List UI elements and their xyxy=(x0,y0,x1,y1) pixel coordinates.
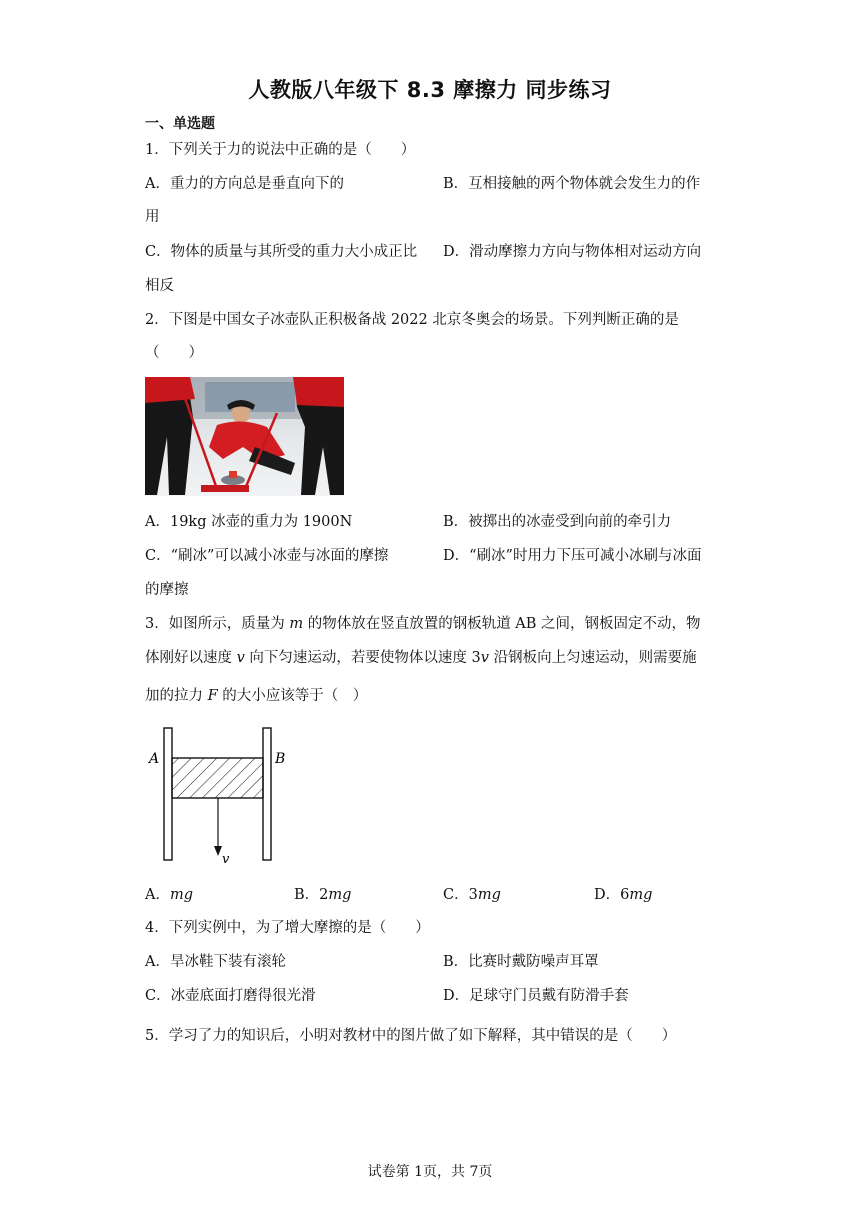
q2-option-a: A．19kg 冰壶的重力为 1900N xyxy=(145,514,353,530)
q2-option-c: C．“刷冰”可以减小冰壶与冰面的摩擦 xyxy=(145,548,389,564)
q3-stem-line1: 3．如图所示，质量为 m 的物体放在竖直放置的钢板轨道 AB 之间，钢板固定不动，物 xyxy=(145,616,701,632)
page-title: 人教版八年级下 8.3 摩擦力 同步练习 xyxy=(248,78,612,102)
label-a: A xyxy=(149,751,160,767)
q1-option-b: B．互相接触的两个物体就会发生力的作 xyxy=(443,176,701,192)
label-b: B xyxy=(275,751,286,767)
q3-stem-line3: 加的拉力 F 的大小应该等于（ ） xyxy=(145,688,368,704)
section-heading: 一、单选题 xyxy=(145,116,215,132)
block xyxy=(172,758,263,798)
q3-option-d: D．6mg xyxy=(594,887,653,903)
q3-option-a: A．mg xyxy=(145,887,194,903)
q5-stem: 5．学习了力的知识后，小明对教材中的图片做了如下解释，其中错误的是（ ） xyxy=(145,1028,677,1044)
q1-option-b-cont: 用 xyxy=(145,209,160,225)
q2-option-b: B．被掷出的冰壶受到向前的牵引力 xyxy=(443,514,672,530)
q3-option-c: C．3mg xyxy=(443,887,501,903)
q4-stem: 4．下列实例中，为了增大摩擦的是（ ） xyxy=(145,920,430,936)
q3-stem-line2: 体刚好以速度 v 向下匀速运动，若要使物体以速度 3v 沿钢板向上匀速运动，则需要施 xyxy=(145,650,697,666)
q1-option-a: A．重力的方向总是垂直向下的 xyxy=(145,176,344,192)
q1-option-d: D．滑动摩擦力方向与物体相对运动方向 xyxy=(443,244,702,260)
q2-option-d-cont: 的摩擦 xyxy=(145,582,189,598)
q1-stem: 1．下列关于力的说法中正确的是（ ） xyxy=(145,142,416,158)
steel-plate-b xyxy=(263,728,271,860)
steel-plate-a xyxy=(164,728,172,860)
q4-option-b: B．比赛时戴防噪声耳罩 xyxy=(443,954,599,970)
q2-stem-cont: （ ） xyxy=(145,345,203,361)
q4-option-a: A．旱冰鞋下装有滚轮 xyxy=(145,954,286,970)
curling-photo xyxy=(145,377,344,496)
label-v: v xyxy=(222,852,230,867)
q1-option-c: C．物体的质量与其所受的重力大小成正比 xyxy=(145,244,418,260)
q2-stem: 2．下图是中国女子冰壶队正积极备战 2022 北京冬奥会的场景。下列判断正确的是 xyxy=(145,312,679,328)
q3-figure xyxy=(140,720,300,870)
page-footer: 试卷第 1页，共 7页 xyxy=(367,1164,493,1180)
q3-option-b: B．2mg xyxy=(294,887,352,903)
q4-option-c: C．冰壶底面打磨得很光滑 xyxy=(145,988,316,1004)
q1-option-d-cont: 相反 xyxy=(145,278,174,294)
q2-option-d: D．“刷冰”时用力下压可减小冰刷与冰面 xyxy=(443,548,702,564)
q4-option-d: D．足球守门员戴有防滑手套 xyxy=(443,988,629,1004)
